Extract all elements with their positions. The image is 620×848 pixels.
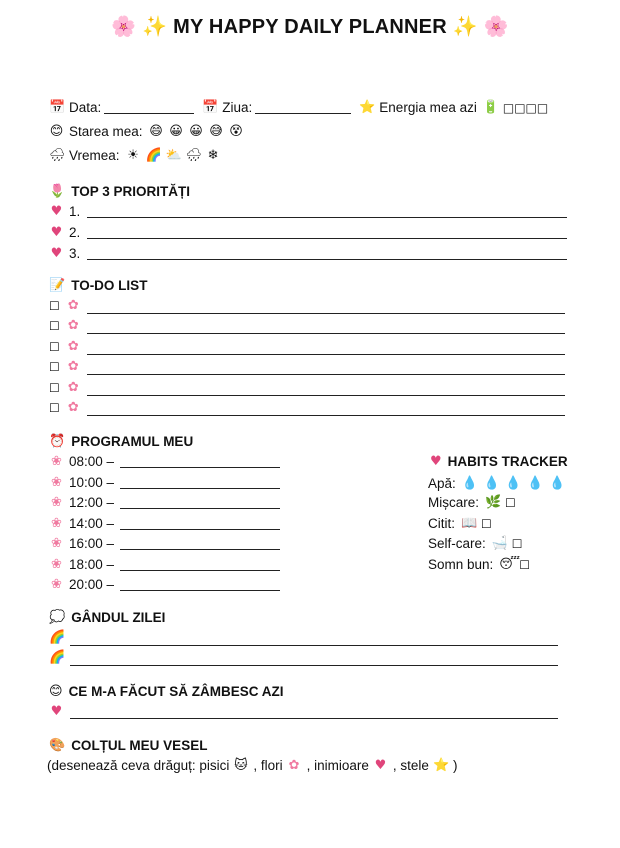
blossom-icon: ❀	[51, 557, 62, 572]
battery-icon: 🔋	[482, 100, 500, 115]
leaf-icon: 🌿	[485, 495, 502, 510]
schedule-heading	[49, 434, 193, 449]
schedule-time: 10:00 –	[69, 475, 115, 490]
schedule-item	[49, 536, 280, 551]
tulip-icon: 🌷	[49, 184, 66, 199]
habit-move	[428, 495, 516, 510]
checkbox[interactable]: ☐	[49, 298, 60, 313]
habit-read	[428, 516, 492, 531]
palette-icon: 🎨	[49, 738, 66, 753]
heart-icon: ♥	[50, 246, 63, 261]
todo-item	[49, 318, 86, 333]
sleepy-face-icon: 😴	[499, 557, 521, 572]
bathtub-icon: 🛁	[491, 536, 508, 551]
mood-row	[49, 124, 249, 139]
schedule-field[interactable]	[120, 456, 280, 468]
todo-item	[49, 380, 86, 395]
smiling-face-icon[interactable]: 😀	[189, 124, 203, 139]
smile-heading	[49, 684, 284, 699]
flower-icon: 🌸	[111, 14, 137, 38]
flower-icon: ✿	[67, 298, 79, 313]
star-icon: ⭐	[432, 758, 450, 773]
priority-number: 3.	[69, 246, 81, 261]
flower-icon: 🌸	[483, 14, 509, 38]
checkbox[interactable]: ☐	[49, 400, 60, 415]
schedule-time: 20:00 –	[69, 577, 115, 592]
speech-bubble-icon: 💭	[49, 610, 66, 625]
blossom-icon: ❀	[51, 454, 62, 469]
thought-item	[49, 630, 69, 645]
checkbox[interactable]: ☐	[49, 359, 60, 374]
date-row	[49, 100, 548, 115]
heart-icon: ♥	[50, 704, 63, 719]
schedule-field[interactable]	[120, 559, 280, 571]
weather-label: Vremea:	[69, 148, 120, 163]
heart-icon: ♥	[50, 204, 63, 219]
rainbow-icon: 🌈	[49, 650, 66, 665]
schedule-time: 18:00 –	[69, 557, 115, 572]
habits-title: HABITS TRACKER	[447, 454, 568, 469]
checkbox[interactable]: ☐	[505, 495, 516, 510]
book-icon: 📖	[461, 516, 478, 531]
thought-line[interactable]	[70, 665, 558, 666]
flower-icon: ✿	[67, 318, 79, 333]
corner-title: COLȚUL MEU VESEL	[71, 738, 208, 753]
schedule-item	[49, 454, 280, 469]
priority-number: 1.	[69, 204, 81, 219]
corner-text-prefix: (desenează ceva drăguț: pisici	[47, 758, 230, 773]
schedule-time: 16:00 –	[69, 536, 115, 551]
read-label: Citit:	[428, 516, 455, 531]
heart-icon: ♥	[374, 758, 387, 773]
smile-icon: 😊	[49, 684, 63, 699]
checkbox[interactable]: ☐	[49, 318, 60, 333]
smile-line[interactable]	[70, 718, 558, 719]
selfcare-label: Self-care:	[428, 536, 486, 551]
todo-line[interactable]	[87, 415, 565, 416]
date-label: Data:	[69, 100, 102, 115]
schedule-title: PROGRAMUL MEU	[71, 434, 194, 449]
schedule-item	[49, 577, 280, 592]
calendar-icon: 📅	[202, 100, 219, 115]
heart-icon: ♥	[430, 454, 442, 469]
schedule-time: 08:00 –	[69, 454, 115, 469]
heart-icon: ♥	[50, 225, 63, 240]
corner-text-stele: , stele	[392, 758, 429, 773]
schedule-item	[49, 516, 280, 531]
habit-water	[428, 475, 566, 491]
grinning-face-icon[interactable]: 😄	[149, 124, 163, 139]
priority-item	[49, 246, 80, 261]
memo-icon: 📝	[49, 278, 66, 293]
schedule-item	[49, 495, 280, 510]
habit-sleep	[428, 557, 530, 572]
priority-line[interactable]	[87, 259, 567, 260]
todo-line[interactable]	[87, 354, 565, 355]
sun-icon[interactable]: ☀	[127, 148, 139, 163]
rain-icon[interactable]: 🌧	[185, 148, 203, 163]
sleep-label: Somn bun:	[428, 557, 494, 572]
thought-heading	[49, 610, 165, 625]
todo-line[interactable]	[87, 395, 565, 396]
weather-row	[49, 148, 226, 163]
blossom-icon: ❀	[51, 577, 62, 592]
schedule-item	[49, 475, 280, 490]
schedule-time: 12:00 –	[69, 495, 115, 510]
priority-item	[49, 225, 80, 240]
priority-number: 2.	[69, 225, 81, 240]
blossom-icon: ❀	[51, 516, 62, 531]
blossom-icon: ❀	[51, 536, 62, 551]
sweat-smile-icon[interactable]: 😅	[209, 124, 223, 139]
sparkles-icon: ✨	[452, 14, 478, 38]
day-field[interactable]	[255, 102, 351, 114]
dizzy-face-icon[interactable]: 😵	[229, 124, 243, 139]
rainbow-icon: 🌈	[49, 630, 66, 645]
alarm-clock-icon: ⏰	[49, 434, 66, 449]
todo-item	[49, 339, 86, 354]
thought-title: GÂNDUL ZILEI	[71, 610, 166, 625]
corner-text-flori: , flori	[253, 758, 283, 773]
schedule-field[interactable]	[120, 518, 280, 530]
checkbox[interactable]: ☐	[49, 380, 60, 395]
day-label: Ziua:	[222, 100, 253, 115]
priority-item	[49, 204, 80, 219]
habit-selfcare	[428, 536, 523, 551]
cat-icon: 🐱	[234, 758, 248, 773]
corner-text-inimioare: , inimioare	[306, 758, 369, 773]
schedule-field[interactable]	[120, 538, 280, 550]
habits-heading	[430, 454, 568, 469]
happy-face-icon[interactable]: 😀	[169, 124, 183, 139]
energy-label: Energia mea azi	[379, 100, 477, 115]
checkbox[interactable]: ☐	[481, 516, 492, 531]
flower-icon: ✿	[67, 400, 79, 415]
calendar-icon: 📅	[49, 100, 66, 115]
todo-line[interactable]	[87, 374, 565, 375]
page-title	[0, 14, 620, 39]
flower-icon: ✿	[67, 359, 79, 374]
schedule-field[interactable]	[120, 497, 280, 509]
flower-icon: ✿	[67, 380, 79, 395]
todo-title: TO-DO LIST	[71, 278, 148, 293]
energy-boxes[interactable]: □□□□	[502, 100, 549, 115]
schedule-field[interactable]	[120, 579, 280, 591]
priority-line[interactable]	[87, 217, 567, 218]
schedule-time: 14:00 –	[69, 516, 115, 531]
todo-item	[49, 359, 86, 374]
priorities-title: TOP 3 PRIORITĂȚI	[71, 184, 190, 199]
water-drop-icon[interactable]: 💧 💧 💧 💧 💧	[461, 475, 567, 490]
thought-line[interactable]	[70, 645, 558, 646]
corner-heading	[49, 738, 207, 753]
checkbox[interactable]: ☐	[519, 557, 531, 572]
snowflake-icon[interactable]: ❄	[207, 148, 219, 163]
title-text: MY HAPPY DAILY PLANNER	[173, 16, 447, 38]
corner-text-suffix: )	[452, 758, 458, 773]
todo-item	[49, 298, 86, 313]
corner-text	[47, 758, 457, 773]
todo-line[interactable]	[87, 313, 565, 314]
water-label: Apă:	[428, 475, 456, 491]
sparkles-icon: ✨	[142, 14, 168, 38]
todo-item	[49, 400, 86, 415]
todo-heading	[49, 278, 147, 293]
blossom-icon: ❀	[51, 475, 62, 490]
priority-line[interactable]	[87, 238, 567, 239]
flower-icon: ✿	[67, 339, 79, 354]
smile-icon: 😊	[49, 124, 64, 139]
schedule-item	[49, 557, 280, 572]
smile-item	[49, 704, 69, 719]
mood-label: Starea mea:	[69, 124, 143, 139]
priorities-heading	[49, 184, 190, 199]
checkbox[interactable]: ☐	[511, 536, 523, 551]
rainbow-icon[interactable]: 🌈	[145, 148, 162, 163]
smile-title: CE M-A FĂCUT SĂ ZÂMBESC AZI	[68, 684, 284, 699]
schedule-field[interactable]	[120, 477, 280, 489]
blossom-icon: ❀	[51, 495, 62, 510]
thought-item	[49, 650, 69, 665]
checkbox[interactable]: ☐	[49, 339, 60, 354]
date-field[interactable]	[104, 102, 194, 114]
rain-cloud-icon: 🌧	[49, 148, 66, 163]
move-label: Mișcare:	[428, 495, 480, 510]
todo-line[interactable]	[87, 333, 565, 334]
star-icon: ⭐	[359, 100, 376, 115]
partly-cloudy-icon[interactable]: ⛅	[165, 148, 182, 163]
flower-icon: ✿	[288, 758, 300, 773]
